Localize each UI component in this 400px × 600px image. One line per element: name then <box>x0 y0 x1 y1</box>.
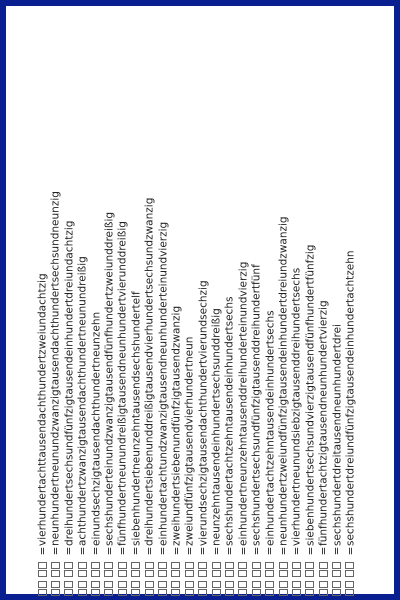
missing-glyph-box <box>104 581 113 588</box>
number-word: siebenhundertneunzehntausendsechshundertelf <box>130 291 143 546</box>
missing-glyph-boxes <box>36 556 49 596</box>
equals-sign: = <box>157 546 170 556</box>
missing-glyph-boxes <box>90 556 103 596</box>
missing-glyph-box <box>131 562 140 569</box>
missing-glyph-box <box>319 581 328 588</box>
missing-glyph-boxes <box>237 556 250 596</box>
missing-glyph-box <box>212 570 221 577</box>
number-word: achthundertzwanzigtausendachthundertneunundreißig <box>76 256 89 546</box>
missing-glyph-box <box>158 581 167 588</box>
missing-glyph-boxes <box>157 556 170 596</box>
missing-glyph-box <box>185 589 194 596</box>
missing-glyph-box <box>158 570 167 577</box>
equals-sign: = <box>36 546 49 556</box>
missing-glyph-box <box>279 562 288 569</box>
missing-glyph-boxes <box>304 556 317 596</box>
missing-glyph-boxes <box>344 556 357 596</box>
missing-glyph-boxes <box>264 556 277 596</box>
missing-glyph-boxes <box>143 556 156 596</box>
list-item <box>331 36 344 596</box>
number-word: neunzehntausendeinhundertsechsunddreißig <box>210 308 223 546</box>
missing-glyph-box <box>292 581 301 588</box>
missing-glyph-box <box>198 562 207 569</box>
missing-glyph-box <box>225 589 234 596</box>
missing-glyph-box <box>225 562 234 569</box>
equals-sign: = <box>250 546 263 556</box>
missing-glyph-box <box>279 589 288 596</box>
missing-glyph-boxes <box>250 556 263 596</box>
missing-glyph-box <box>91 581 100 588</box>
missing-glyph-box <box>145 570 154 577</box>
missing-glyph-box <box>64 589 73 596</box>
list-item <box>237 36 250 596</box>
missing-glyph-box <box>332 581 341 588</box>
missing-glyph-box <box>104 589 113 596</box>
number-word: einhundertachtzehntausendeinhundertsechs <box>264 310 277 546</box>
equals-sign: = <box>63 546 76 556</box>
equals-sign: = <box>50 546 63 556</box>
number-word: siebenhundertsechsundvierzigtausendfünfhundertfünfzig <box>304 244 317 546</box>
missing-glyph-box <box>145 589 154 596</box>
missing-glyph-boxes <box>210 556 223 596</box>
missing-glyph-box <box>78 581 87 588</box>
missing-glyph-box <box>212 562 221 569</box>
missing-glyph-box <box>225 581 234 588</box>
missing-glyph-boxes <box>130 556 143 596</box>
list-item <box>317 36 330 596</box>
list-item <box>344 36 357 596</box>
missing-glyph-box <box>104 570 113 577</box>
list-item <box>76 36 89 596</box>
missing-glyph-box <box>319 589 328 596</box>
missing-glyph-box <box>51 570 60 577</box>
equals-sign: = <box>76 546 89 556</box>
missing-glyph-box <box>171 570 180 577</box>
missing-glyph-boxes <box>76 556 89 596</box>
missing-glyph-box <box>252 562 261 569</box>
number-word: neunhundertzweiundfünfzigtausendeinhundertdreiundzwanzig <box>277 216 290 546</box>
rotated-content <box>28 36 378 596</box>
list-item <box>63 36 76 596</box>
missing-glyph-box <box>171 581 180 588</box>
missing-glyph-box <box>158 562 167 569</box>
list-item <box>143 36 156 596</box>
missing-glyph-box <box>51 589 60 596</box>
list-item <box>250 36 263 596</box>
number-word: vierhundertneunundsiebzigtausenddreihundertsechs <box>291 267 304 546</box>
missing-glyph-box <box>305 570 314 577</box>
equals-sign: = <box>304 546 317 556</box>
missing-glyph-box <box>78 589 87 596</box>
missing-glyph-box <box>38 562 47 569</box>
number-word: dreihundertsechsundfünfzigtausendeinhundertdreiundachtzig <box>63 220 76 546</box>
missing-glyph-box <box>319 570 328 577</box>
equals-sign: = <box>344 546 357 556</box>
missing-glyph-box <box>145 581 154 588</box>
list-item <box>103 36 116 596</box>
equals-sign: = <box>224 546 237 556</box>
missing-glyph-boxes <box>317 556 330 596</box>
equals-sign: = <box>184 546 196 556</box>
number-word: dreihundertsiebenunddreißigtausendvierhundertsechsundzwanzig <box>143 197 156 546</box>
missing-glyph-box <box>91 570 100 577</box>
missing-glyph-box <box>292 570 301 577</box>
missing-glyph-box <box>118 581 127 588</box>
equals-sign: = <box>197 546 210 556</box>
missing-glyph-box <box>238 562 247 569</box>
missing-glyph-box <box>212 589 221 596</box>
missing-glyph-box <box>64 581 73 588</box>
equals-sign: = <box>264 546 277 556</box>
missing-glyph-box <box>171 589 180 596</box>
missing-glyph-box <box>118 570 127 577</box>
number-word: sechshunderteinundzwanzigtausendfünfhundertzweiunddreißig <box>103 211 116 546</box>
number-word: vierhundertachttausendachthundertzweiundachtzig <box>36 273 49 546</box>
equals-sign: = <box>90 546 103 556</box>
missing-glyph-boxes <box>223 556 236 596</box>
missing-glyph-box <box>51 581 60 588</box>
missing-glyph-box <box>198 581 207 588</box>
missing-glyph-box <box>305 562 314 569</box>
missing-glyph-box <box>104 562 113 569</box>
number-word: fünfhundertneunundreißigtausendneunhundertvierunddreißig <box>117 221 130 546</box>
missing-glyph-box <box>38 570 47 577</box>
equals-sign: = <box>317 546 330 556</box>
equals-sign: = <box>143 546 156 556</box>
missing-glyph-box <box>265 589 274 596</box>
number-word: neunhundertneunundzwanzigtausendachthundertsechsundneunzig <box>50 191 63 546</box>
list-item <box>197 36 210 596</box>
number-word: sechshundertdreiundfünfzigtausendeinhundertachtzehn <box>344 250 357 546</box>
number-word: einhundertachtundzwanzigtausendneunhunderteinundvierzig <box>157 221 170 546</box>
missing-glyph-box <box>345 589 354 596</box>
missing-glyph-boxes <box>63 556 76 596</box>
equals-sign: = <box>331 546 344 556</box>
missing-glyph-boxes <box>183 556 196 596</box>
number-word: einhundertneunzehntausenddreihunderteinundvierzig <box>237 261 250 546</box>
list-item <box>304 36 317 596</box>
missing-glyph-box <box>265 570 274 577</box>
number-word: zweiundfünfzigtausendvierhundertneun <box>184 336 196 546</box>
missing-glyph-box <box>252 589 261 596</box>
equals-sign: = <box>291 546 304 556</box>
missing-glyph-box <box>64 570 73 577</box>
missing-glyph-box <box>305 589 314 596</box>
missing-glyph-box <box>279 570 288 577</box>
missing-glyph-box <box>118 589 127 596</box>
equals-sign: = <box>117 546 130 556</box>
number-word: sechshundertdreitausendneunhundertdrei <box>331 323 344 546</box>
missing-glyph-boxes <box>277 556 290 596</box>
missing-glyph-box <box>185 570 194 577</box>
missing-glyph-box <box>198 589 207 596</box>
list-item <box>36 36 49 596</box>
missing-glyph-box <box>279 581 288 588</box>
missing-glyph-boxes <box>103 556 116 596</box>
missing-glyph-box <box>238 570 247 577</box>
equals-sign: = <box>277 546 290 556</box>
list-item <box>116 36 129 596</box>
missing-glyph-box <box>78 562 87 569</box>
missing-glyph-box <box>252 570 261 577</box>
missing-glyph-box <box>131 581 140 588</box>
list-item <box>157 36 170 596</box>
missing-glyph-box <box>38 581 47 588</box>
missing-glyph-box <box>292 589 301 596</box>
missing-glyph-box <box>145 562 154 569</box>
missing-glyph-box <box>345 581 354 588</box>
equals-sign: = <box>103 546 116 556</box>
equals-sign: = <box>170 546 183 556</box>
missing-glyph-box <box>332 570 341 577</box>
list-item <box>183 36 196 596</box>
number-word: zweihundertsiebenundfünfzigtausendzwanzig <box>170 305 183 546</box>
missing-glyph-box <box>91 589 100 596</box>
missing-glyph-box <box>158 589 167 596</box>
missing-glyph-box <box>225 570 234 577</box>
missing-glyph-box <box>319 562 328 569</box>
list-item <box>130 36 143 596</box>
missing-glyph-box <box>265 562 274 569</box>
list-item <box>277 36 290 596</box>
list-item <box>170 36 183 596</box>
list-item <box>90 36 103 596</box>
equals-sign: = <box>210 546 223 556</box>
missing-glyph-box <box>171 562 180 569</box>
number-word: fünfhundertachtzigtausendneunhundertvierzig <box>317 300 330 546</box>
missing-glyph-boxes <box>49 556 62 596</box>
missing-glyph-box <box>345 570 354 577</box>
missing-glyph-box <box>305 581 314 588</box>
number-word: vierundsechzigtausendachthundertvierundsechzig <box>197 280 210 546</box>
number-word: sechshundertachtzehntausendeinhundertsechs <box>224 296 237 546</box>
missing-glyph-box <box>185 581 194 588</box>
equals-sign: = <box>237 546 250 556</box>
list-item <box>264 36 277 596</box>
missing-glyph-boxes <box>116 556 129 596</box>
list-item <box>49 36 62 596</box>
missing-glyph-box <box>198 570 207 577</box>
missing-glyph-box <box>238 589 247 596</box>
missing-glyph-box <box>118 562 127 569</box>
missing-glyph-box <box>332 562 341 569</box>
missing-glyph-box <box>212 581 221 588</box>
missing-glyph-boxes <box>290 556 303 596</box>
missing-glyph-box <box>345 562 354 569</box>
missing-glyph-boxes <box>331 556 344 596</box>
missing-glyph-box <box>292 562 301 569</box>
equals-sign: = <box>130 546 143 556</box>
number-word-list <box>36 36 357 596</box>
missing-glyph-box <box>238 581 247 588</box>
missing-glyph-box <box>185 562 194 569</box>
missing-glyph-box <box>91 562 100 569</box>
missing-glyph-boxes <box>170 556 183 596</box>
list-item <box>290 36 303 596</box>
missing-glyph-box <box>38 589 47 596</box>
list-item <box>210 36 223 596</box>
missing-glyph-box <box>131 570 140 577</box>
missing-glyph-box <box>332 589 341 596</box>
missing-glyph-box <box>51 562 60 569</box>
missing-glyph-box <box>78 570 87 577</box>
number-word: sechshundertsechsundfünfzigtausenddreihundertfünf <box>250 264 263 546</box>
missing-glyph-boxes <box>197 556 210 596</box>
number-word: einundsechzigtausendachthundertneunzehn <box>90 311 103 546</box>
missing-glyph-box <box>64 562 73 569</box>
list-item <box>223 36 236 596</box>
missing-glyph-box <box>252 581 261 588</box>
missing-glyph-box <box>265 581 274 588</box>
missing-glyph-box <box>131 589 140 596</box>
